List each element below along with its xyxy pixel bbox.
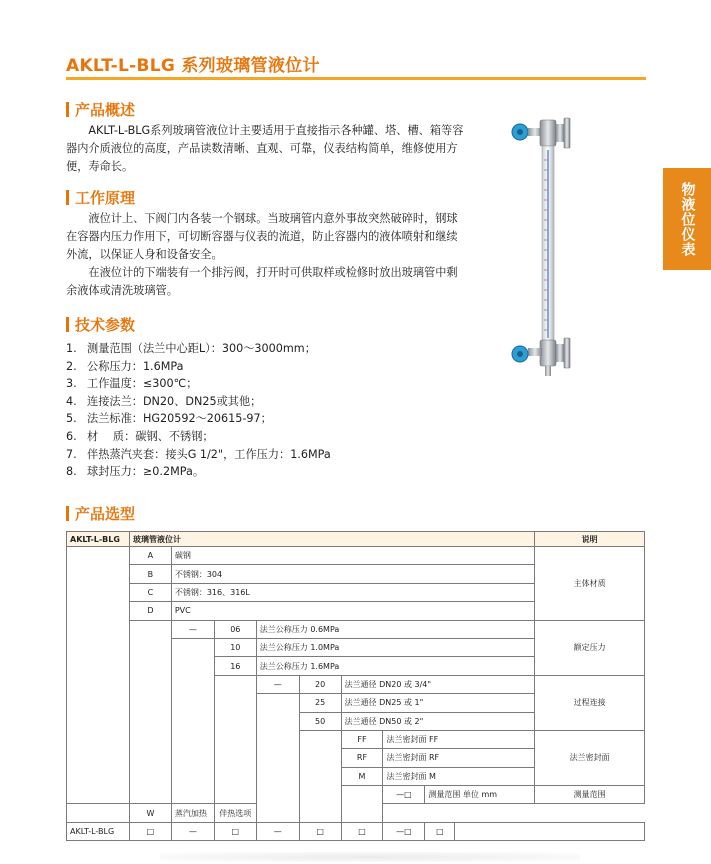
table-row: —□ 测量范围 单位 mm 测量范围 [67,786,645,804]
heading-bar [66,506,69,521]
principle-heading: 工作原理 [66,187,135,208]
table-row: — 06 法兰公称压力 0.6MPa 额定压力 [67,620,645,638]
table-example-row: AKLT-L-BLG □ — □ — □ □ —□ □ [67,822,645,840]
glass-tube-level-gauge-image [508,110,584,380]
spec-item: 4. 连接法兰：DN20、DN25或其他； [66,394,262,408]
overview-text: AKLT-L-BLG系列玻璃管液位计主要适用于直接指示各种罐、塔、槽、箱等容器内介质液位的高度，产品读数清晰、直观、可靠，仪表结构简单，维修使用方便，寿命长。 [66,124,464,173]
model-selection-table [66,531,645,841]
spec-item: 1. 测量范围（法兰中心距L）：300～3000mm； [66,342,316,355]
title-divider [66,77,646,80]
principle-text: 液位计上、下阀门内各装一个钢球。当玻璃管内意外事故突然破碎时，钢球在容器内压力作用下，可切断容器与仪表的流道，防止容器内的液体喷射和继续外流，以保证人身和设备安全。 在液位计的下端装有一个排污阀，打开时可供取样或检修时放出玻璃管中剩余液体或清洗玻璃管。 [66,212,458,297]
table-row: 50 法兰通径 DN50 或 2" [67,712,645,730]
table-row: B 不锈钢：304 [67,565,645,583]
table-row: FF 法兰密封面 FF 法兰密封面 [67,730,645,748]
table-row: D PVC [67,602,645,620]
table-row: C 不锈钢：316、316L [67,583,645,601]
heading-bar [66,317,69,332]
table-row: A 碳钢 主体材质 [67,547,645,565]
spec-item: 2. 公称压力：1.6MPa [66,359,184,373]
spec-item: 6. 材 质：碳钢、不锈钢； [66,429,214,443]
table-header-row: AKLT-L-BLG 玻璃管液位计 说明 [67,532,645,547]
table-row: — 20 法兰通径 DN20 或 3/4" 过程连接 [67,675,645,693]
table-row: W 蒸汽加热 伴热选项 [67,804,645,822]
table-row: M 法兰密封面 M [67,767,645,785]
spec-list [66,340,466,481]
spec-item: 7. 伴热蒸汽夹套：接头G 1/2"，工作压力：1.6MPa [66,447,331,461]
spec-item: 8. 球封压力：≥0.2MPa。 [66,465,205,479]
overview-heading: 产品概述 [66,99,135,120]
spec-item: 3. 工作温度：≤300℃； [66,377,198,391]
table-row: RF 法兰密封面 RF [67,749,645,767]
table-row: 16 法兰公称压力 1.6MPa [67,657,645,675]
table-row: 10 法兰公称压力 1.0MPa [67,638,645,656]
side-category-tab[interactable]: 物液位仪表 [663,168,711,270]
heading-bar [66,190,69,205]
table-row: 25 法兰通径 DN25 或 1" [67,694,645,712]
specs-heading: 技术参数 [66,314,135,335]
spec-item: 5. 法兰标准：HG20592～20615-97； [66,412,272,426]
page-shadow [160,852,580,862]
selection-heading: 产品选型 [66,503,135,524]
heading-bar [66,102,69,117]
page-title: AKLT-L-BLG 系列玻璃管液位计 [66,56,320,76]
